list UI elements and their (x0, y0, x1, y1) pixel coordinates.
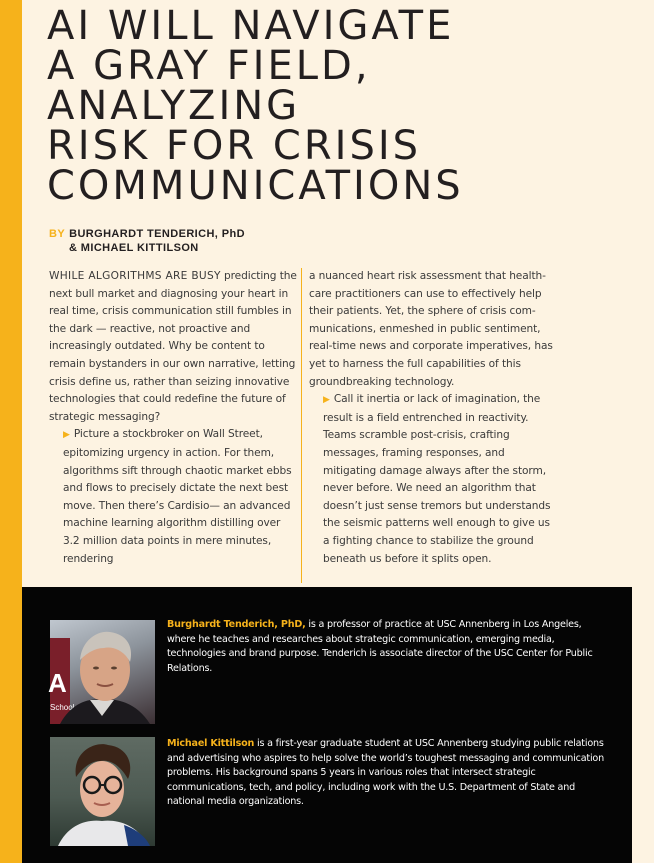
bio-kittilson (167, 737, 607, 810)
triangle-icon: ▶ (63, 430, 70, 441)
paragraph (309, 268, 559, 391)
column-divider (301, 268, 302, 583)
byline (49, 227, 245, 255)
banner-letter: A (48, 668, 67, 698)
paragraph (49, 426, 299, 568)
byline-author-1: BURGHARDT TENDERICH, PhD (69, 228, 245, 240)
eye-shape (111, 667, 117, 670)
title-line: AI WILL NAVIGATE (47, 3, 455, 49)
face-shape (80, 761, 124, 817)
article-title (47, 3, 607, 209)
portrait-illustration (50, 620, 155, 724)
byline-prefix: BY (49, 228, 66, 240)
lead-in: WHILE ALGORITHMS ARE BUSY (49, 270, 221, 282)
title-line: RISK FOR CRISIS (47, 123, 422, 169)
triangle-icon: ▶ (323, 395, 330, 406)
paragraph (49, 268, 299, 426)
paragraph-text: a nuanced heart risk assessment that health-care practitioners can use to effectively help their patients. Yet, the sphere of crisis com-munications, enmeshed in public sentiment, real-time news and corporate imperatives, has yet to harness the full capabilities of this groundbreaking technology. (309, 270, 553, 388)
banner-caption: School (50, 703, 75, 712)
bio-tenderich (167, 618, 607, 676)
eye-shape (93, 667, 99, 670)
bio-text: is a first-year graduate student at USC Annenberg studying public relations and advertising who aspires to help solve the world’s toughest messaging and communication problems. His background spans 5 years in various roles that intersect strategic communications, tech, and policy, including work with the U.S. Department of State and national media organizations. (167, 738, 604, 807)
title-line: A GRAY FIELD, ANALYZING (47, 43, 371, 129)
title-line: COMMUNICATIONS (47, 163, 464, 209)
paragraph-text: Call it inertia or lack of imagination, the result is a field entrenched in reactivity. Teams scramble post-crisis, crafting messages, framing responses, and mitigating damage always after the storm, never before. We need an algorithm that doesn’t just sense tremors but understands the seismic patterns well enough to give us a fighting chance to stabilize the ground beneath us before it splits open. (323, 393, 551, 565)
jacket-shape (124, 825, 150, 846)
accent-bar (0, 0, 22, 863)
portrait-illustration (50, 737, 155, 846)
left-column (49, 268, 299, 568)
author-photo-tenderich (50, 620, 155, 724)
bio-name: Michael Kittilson (167, 738, 255, 749)
author-photo-kittilson (50, 737, 155, 846)
paragraph-text: Picture a stockbroker on Wall Street, epitomizing urgency in action. For them, algorithms sift through chaotic market ebbs and flows to precisely dictate the next best move. Then there’s Cardisio— an advanced machine learning algorithm distilling over 3.2 million data points in mere minutes, rendering (63, 428, 292, 565)
paragraph-text: predicting the next bull market and diagnosing your heart in real time, crisis communication still fumbles in the dark — reactive, not proactive and increasingly outdated. Why be content to remain bystanders in our own narrative, letting crisis define us, rather than seizing innovative technologies that could redefine the future of strategic messaging? (49, 270, 297, 423)
byline-author-2: & MICHAEL KITTILSON (69, 242, 199, 254)
paragraph (309, 391, 559, 568)
bio-name: Burghardt Tenderich, PhD, (167, 619, 306, 630)
bio-text: is a professor of practice at USC Annenberg in Los Angeles, where he teaches and researches about strategic communication, emerging media, technologies and brand purpose. Tenderich is associate director of the USC Center for Public Relations. (167, 619, 593, 674)
right-column (309, 268, 559, 568)
page-edge (654, 0, 658, 863)
